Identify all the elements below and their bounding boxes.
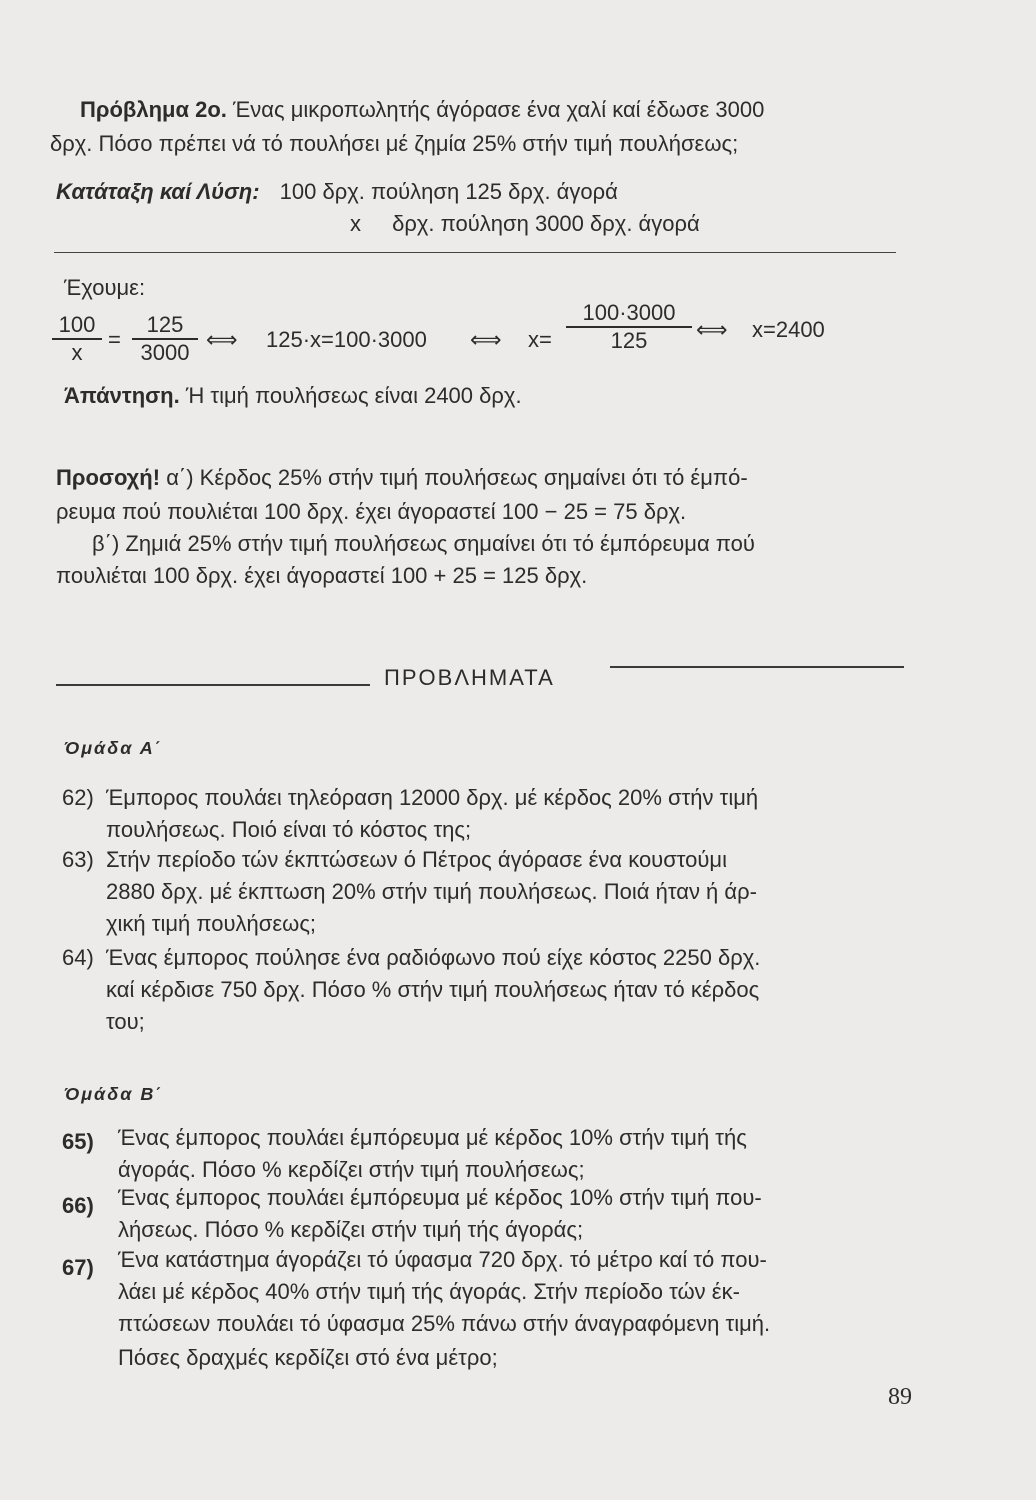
fraction-3-numerator: 100·3000 (566, 300, 692, 328)
fraction-1-numerator: 100 (52, 312, 102, 340)
setup-row-1 (56, 178, 618, 206)
setup-divider (54, 252, 896, 253)
problem-64-line-2: καί κέρδισε 750 δρχ. Πόσο % στήν τιμή πουλήσεως ήταν τό κέρδος (106, 977, 760, 1002)
fraction-3-denominator: 125 (610, 328, 648, 353)
note-line-b2: πουλιέται 100 δρχ. έχει άγοραστεί 100 + 25 = 125 δρχ. (56, 563, 588, 588)
group-b-heading: Όμάδα Β΄ (64, 1084, 164, 1104)
problem-62-line-2: πουλήσεως. Ποιό είναι τό κόστος της; (106, 817, 472, 842)
fraction-125-over-3000 (132, 312, 198, 366)
fraction-1-denominator: x (71, 340, 83, 365)
setup-row-2-text: δρχ. πούληση 3000 δρχ. άγορά (392, 211, 700, 236)
equation-step-1: 125·x=100·3000 (266, 327, 427, 352)
problem-2-line-1 (80, 96, 764, 124)
equals-sign: = (108, 327, 121, 352)
equivalence-arrow-3: ⟺ (696, 317, 728, 342)
problem-62-line-1: Έμπορος πουλάει τηλεόραση 12000 δρχ. μέ κέρδος 20% στήν τιμή (106, 785, 759, 810)
page-number: 89 (888, 1384, 912, 1410)
problem-65-line-2: άγοράς. Πόσο % κερδίζει στήν τιμή πουλήσεως; (118, 1157, 585, 1182)
note-line-a1 (56, 464, 748, 492)
problem-66-line-2: λήσεως. Πόσο % κερδίζει στήν τιμή τής άγοράς; (118, 1217, 584, 1242)
problem-number: 67) (62, 1255, 94, 1280)
problem-2-line-2: δρχ. Πόσο πρέπει νά τό πουλήσει μέ ζημία 25% στήν τιμή πουλήσεως; (50, 131, 739, 156)
note-line-a2: ρευμα πού πουλιέται 100 δρχ. έχει άγοραστεί 100 − 25 = 75 δρχ. (56, 499, 687, 524)
problem-2-title: Πρόβλημα 2ο. (80, 97, 227, 122)
problem-64-line-1: Ένας έμπορος πούλησε ένα ραδιόφωνο πού είχε κόστος 2250 δρχ. (106, 945, 761, 970)
fraction-2-numerator: 125 (132, 312, 198, 340)
problem-66-line-1: Ένας έμπορος πουλάει έμπόρευμα μέ κέρδος 10% στήν τιμή που- (118, 1185, 762, 1210)
fraction-2-denominator: 3000 (140, 340, 190, 365)
note-a1-text: α΄) Κέρδος 25% στήν τιμή πουλήσεως σημαίνει ότι τό έμπό- (166, 465, 748, 490)
section-rule-right (610, 666, 904, 668)
problem-63-line-1: Στήν περίοδο τών έκπτώσεων ό Πέτρος άγόρασε ένα κουστούμι (106, 847, 727, 872)
problem-63-line-2: 2880 δρχ. μέ έκπτωση 20% στήν τιμή πουλήσεως. Ποιά ήταν ή άρ- (106, 879, 757, 904)
have-label: Έχουμε: (64, 275, 146, 300)
x-equals: x= (528, 327, 552, 352)
problem-67-line-2: λάει μέ κέρδος 40% στήν τιμή τής άγοράς. Στήν περίοδο τών έκ- (118, 1279, 740, 1304)
fraction-100-over-x (52, 312, 102, 366)
problem-2-text-1: Ένας μικροπωλητής άγόρασε ένα χαλί καί έδωσε 3000 (233, 97, 765, 122)
problem-67-line-1: Ένα κατάστημα άγοράζει τό ύφασμα 720 δρχ. τό μέτρο καί τό που- (118, 1247, 767, 1272)
problem-63-line-3: χική τιμή πουλήσεως; (106, 911, 317, 936)
problem-number: 62) (62, 785, 94, 810)
note-label: Προσοχή! (56, 465, 161, 490)
problem-65-line-1: Ένας έμπορος πουλάει έμπόρευμα μέ κέρδος 10% στήν τιμή τής (118, 1125, 747, 1150)
problem-67-line-3: πτώσεων πουλάει τό ύφασμα 25% πάνω στήν άναγραφόμενη τιμή. (118, 1311, 771, 1336)
problem-number: 65) (62, 1129, 94, 1154)
problem-number: 64) (62, 945, 94, 970)
problem-64-line-3: του; (106, 1009, 145, 1034)
group-a-heading: Όμάδα Α΄ (64, 738, 163, 758)
setup-row-1-text: 100 δρχ. πούληση 125 δρχ. άγορά (279, 179, 618, 204)
setup-row-2 (350, 210, 700, 238)
problem-number: 66) (62, 1193, 94, 1218)
note-line-b1: β΄) Ζημιά 25% στήν τιμή πουλήσεως σημαίνει ότι τό έμπόρευμα πού (92, 531, 755, 556)
equivalence-arrow-1: ⟺ (206, 327, 238, 352)
equation-result: x=2400 (752, 317, 825, 342)
equivalence-arrow-2: ⟺ (470, 327, 502, 352)
problem-number: 63) (62, 847, 94, 872)
problem-67-line-4: Πόσες δραχμές κερδίζει στό ένα μέτρο; (118, 1345, 498, 1370)
answer-label: Άπάντηση. (64, 383, 180, 408)
section-rule-left (56, 684, 370, 686)
setup-label: Κατάταξη καί Λύση: (56, 179, 260, 204)
section-title: ΠΡΟΒΛΗΜΑΤΑ (384, 665, 555, 690)
setup-row-2-x: x (350, 211, 361, 236)
answer-line (64, 382, 522, 410)
fraction-100x3000-over-125 (566, 300, 692, 354)
answer-text: Ή τιμή πουλήσεως είναι 2400 δρχ. (185, 383, 522, 408)
